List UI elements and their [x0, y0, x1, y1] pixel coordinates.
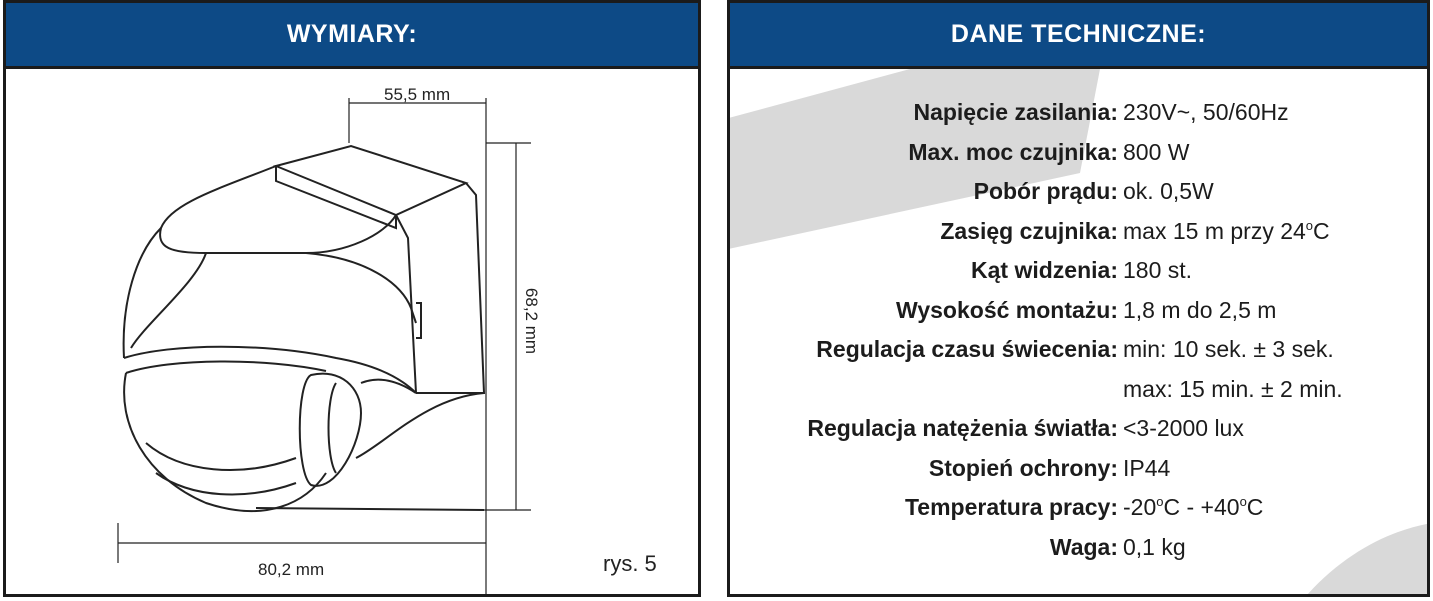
spec-key: Napięcie zasilania:: [913, 99, 1118, 126]
spec-value: [1123, 218, 1330, 245]
spec-value: [1123, 494, 1263, 521]
spec-key: Wysokość montażu:: [896, 296, 1118, 323]
spec-value: 1,8 m do 2,5 m: [1123, 296, 1277, 323]
degree-sign: o: [1305, 217, 1314, 233]
spec-key: Kąt widzenia:: [971, 257, 1118, 284]
spec-table: [730, 93, 1427, 567]
spec-row: [730, 291, 1427, 331]
spec-key: Waga:: [1049, 533, 1118, 560]
spec-key: Stopień ochrony:: [928, 454, 1118, 481]
spec-row: [730, 488, 1427, 528]
spec-value: IP44: [1123, 454, 1171, 481]
spec-value-unit: C: [1246, 494, 1264, 521]
bottom-width-label: 80,2 mm: [258, 560, 325, 579]
spec-row: [730, 172, 1427, 212]
technical-panel: [727, 0, 1430, 597]
spec-key: Zasięg czujnika:: [940, 217, 1118, 244]
spec-row: [730, 370, 1427, 410]
spec-value: 230V~, 50/60Hz: [1123, 99, 1289, 126]
spec-key: Regulacja czasu świecenia:: [816, 336, 1118, 363]
technical-title: DANE TECHNICZNE:: [730, 3, 1427, 69]
spec-value: ok. 0,5W: [1123, 178, 1214, 205]
dimensions-title: WYMIARY:: [6, 3, 698, 69]
sensor-drawing: [6, 69, 698, 594]
figure-label: rys. 5: [603, 551, 657, 576]
spec-key: Regulacja natężenia światła:: [807, 415, 1118, 442]
spec-value: 800 W: [1123, 138, 1190, 165]
spec-row: [730, 212, 1427, 252]
spec-value-text: max 15 m przy 24: [1123, 217, 1306, 244]
spec-value: max: 15 min. ± 2 min.: [1123, 375, 1343, 402]
spec-value: 0,1 kg: [1123, 533, 1186, 560]
spec-key: Pobór prądu:: [973, 178, 1118, 205]
spec-row: [730, 133, 1427, 173]
height-label: 68,2 mm: [522, 287, 541, 355]
spec-row: [730, 93, 1427, 133]
spec-row: [730, 528, 1427, 568]
spec-row: [730, 251, 1427, 291]
degree-sign: o: [1156, 494, 1164, 510]
dimensions-panel: [3, 0, 701, 597]
spec-key: Temperatura pracy:: [904, 494, 1118, 521]
top-width-label: 55,5 mm: [384, 85, 451, 104]
spec-value-text: C - +40: [1163, 494, 1240, 521]
spec-key: Max. moc czujnika:: [908, 138, 1118, 165]
degree-sign: o: [1239, 494, 1247, 510]
spec-value-unit: C: [1313, 217, 1330, 244]
spec-row: [730, 330, 1427, 370]
spec-value-text: -20: [1123, 494, 1157, 521]
spec-row: [730, 449, 1427, 489]
spec-value: min: 10 sek. ± 3 sek.: [1123, 336, 1334, 363]
spec-row: [730, 409, 1427, 449]
spec-value: 180 st.: [1123, 257, 1193, 284]
spec-value: <3-2000 lux: [1123, 415, 1244, 442]
